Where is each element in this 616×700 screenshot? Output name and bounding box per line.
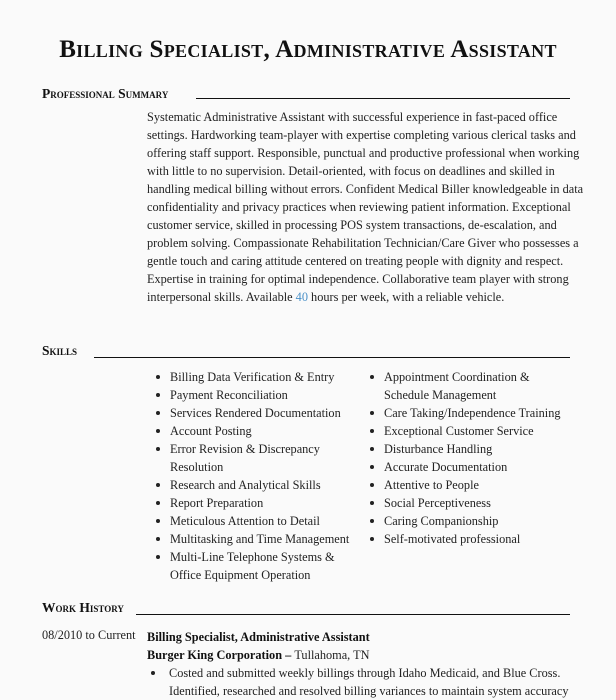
skill-item: Exceptional Customer Service [366,422,566,440]
job-location: Tullahoma, TN [294,648,370,662]
skills-column-1 [152,368,366,584]
summary-hours-highlight: 40 [295,290,308,304]
skill-item: Error Revision & Discrepancy Resolution [152,440,366,476]
section-heading-work-history: Work History [42,600,124,615]
job-separator: – [282,648,295,662]
skill-item: Meticulous Attention to Detail [152,512,366,530]
skill-item: Care Taking/Independence Training [366,404,566,422]
skill-item: Attentive to People [366,476,566,494]
skill-item: Services Rendered Documentation [152,404,366,422]
skill-item: Report Preparation [152,494,366,512]
job-duty-text: Costed and submitted weekly billings through Idaho Medicaid, and Blue Cross. [169,666,561,680]
skill-item: Self-motivated professional [366,530,566,548]
job-duties-list [151,664,587,700]
section-divider-work-history [136,614,570,615]
job-dates: 08/2010 to Current [42,628,136,642]
skill-item: Social Perceptiveness [366,494,566,512]
job-title: Billing Specialist, Administrative Assistant [147,630,370,644]
skill-item: Research and Analytical Skills [152,476,366,494]
skill-item: Accurate Documentation [366,458,566,476]
job-company: Burger King Corporation [147,648,283,662]
summary-text-end: hours per week, with a reliable vehicle. [307,290,505,304]
resume-title: Billing Specialist, Administrative Assistant [59,36,557,63]
job-employer-line [147,646,587,664]
skill-item: Caring Companionship [366,512,566,530]
skills-list [152,368,566,584]
section-divider-summary [196,98,570,99]
skill-item: Multitasking and Time Management [152,530,366,548]
skill-item: Payment Reconciliation [152,386,366,404]
summary-text-main: Systematic Administrative Assistant with successful experience in fast-paced office settings. Hardworking team-player with expertise completing various clerical tasks and offering staff support. Responsible, punctual and productive professional when working with little to no supervision. Detail-oriented, with focus on deadlines and skilled in handling medical billing without errors. Confident Medical Biller knowledgeable in data confidentiality and privacy practices when reviewing patient information. Exceptional customer service, skilled in processing POS system transactions, de-escalation, and problem solving. Compassionate Rehabilitation Technician/Care Giver who possesses a gentle touch and caring attitude centered on treating people with dignity and respect. Expertise in training for optimal independence. Collaborative team player with strong interpersonal skills. Available [147,110,584,304]
skills-column-2 [366,368,566,584]
job-duty-text: Identified, researched and resolved billing variances to maintain system accuracy [169,684,569,698]
section-heading-skills: Skills [42,343,78,358]
professional-summary-text [147,108,587,306]
skill-item: Disturbance Handling [366,440,566,458]
skill-item: Billing Data Verification & Entry [152,368,366,386]
skill-item: Account Posting [152,422,366,440]
job-entry [147,628,587,700]
section-heading-professional-summary: Professional Summary [42,86,169,101]
skill-item: Appointment Coordination & Schedule Management [366,368,566,404]
section-divider-skills [94,357,570,358]
job-duty-item [151,664,587,700]
skill-item: Multi-Line Telephone Systems & Office Equipment Operation [152,548,366,584]
